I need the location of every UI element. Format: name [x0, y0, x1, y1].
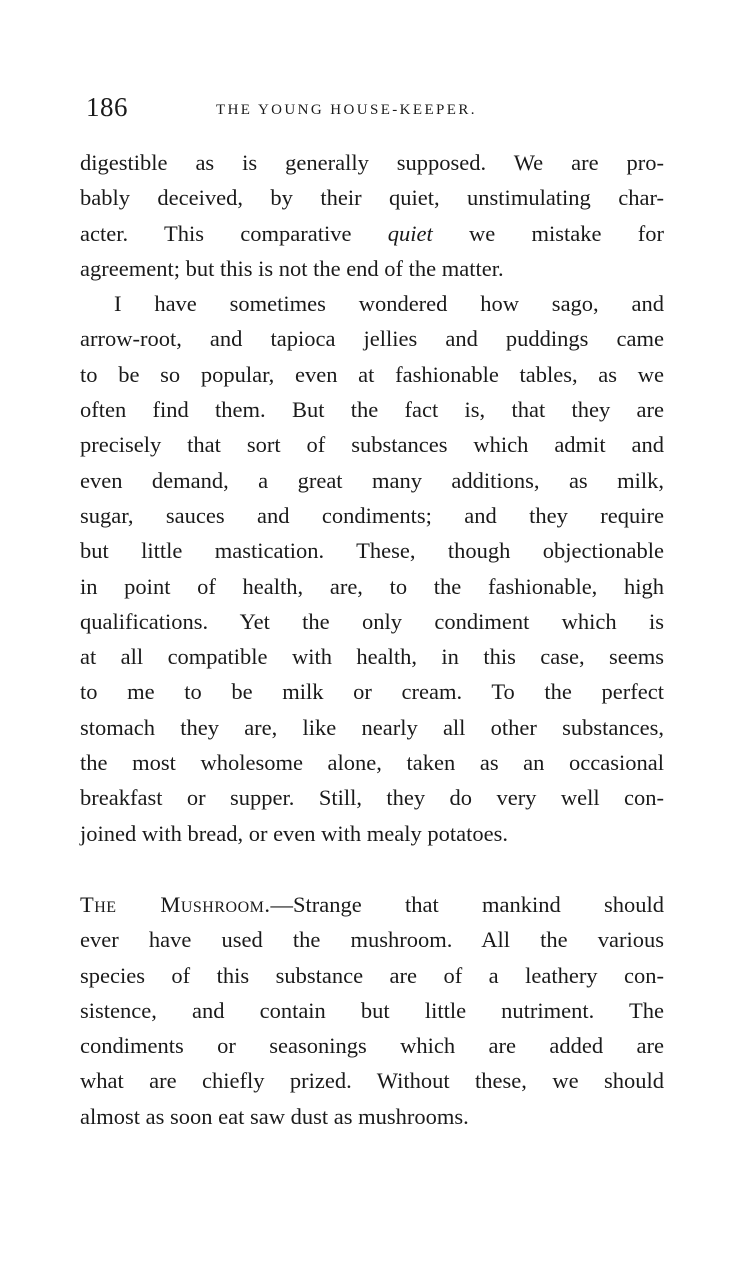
text-line: condiments or seasonings which are added are [80, 1033, 664, 1059]
text-fragment: —Strange that mankind should [270, 891, 664, 917]
text-line: the most wholesome alone, taken as an occasional [80, 750, 664, 776]
section-gap [80, 851, 664, 887]
emphasis-quiet: quiet [387, 220, 433, 246]
text-line: qualifications. Yet the only condiment which is [80, 608, 664, 634]
text-line [80, 216, 664, 251]
text-line: to me to be milk or cream. To the perfect [80, 679, 664, 705]
paragraph-2 [80, 286, 664, 851]
text-line: but little mastication. These, though objectionable [80, 538, 664, 564]
section-heading: The Mushroom. [80, 891, 271, 917]
text-line: to be so popular, even at fashionable tables, as we [80, 361, 664, 387]
page-number: 186 [86, 92, 128, 122]
text-line: stomach they are, like nearly all other substances, [80, 714, 664, 740]
text-line: I have sometimes wondered how sago, and [114, 291, 664, 317]
text-line: ever have used the mushroom. All the various [80, 927, 664, 953]
paragraph-1 [80, 145, 664, 286]
text-line: what are chiefly prized. Without these, we should [80, 1068, 664, 1094]
text-line: at all compatible with health, in this case, seems [80, 644, 664, 670]
text-fragment: acter. This comparative [80, 220, 388, 246]
text-line: breakfast or supper. Still, they do very well con- [80, 785, 664, 811]
text-line: in point of health, are, to the fashionable, high [80, 573, 664, 599]
text-line: even demand, a great many additions, as milk, [80, 467, 664, 493]
text-line: joined with bread, or even with mealy potatoes. [80, 820, 509, 846]
text-line: precisely that sort of substances which admit and [80, 432, 664, 458]
running-head: THE YOUNG HOUSE-KEEPER. [216, 102, 477, 118]
page-header [86, 92, 686, 132]
text-fragment: we mistake for [432, 220, 664, 246]
text-line: sistence, and contain but little nutriment. The [80, 997, 664, 1023]
body-text [80, 145, 664, 1134]
text-line: species of this substance are of a leathery con- [80, 962, 664, 988]
text-line: arrow-root, and tapioca jellies and puddings came [80, 326, 664, 352]
text-line: agreement; but this is not the end of the matter. [80, 255, 504, 281]
text-line: bably deceived, by their quiet, unstimulating char- [80, 185, 664, 211]
text-line: almost as soon eat saw dust as mushrooms. [80, 1103, 469, 1129]
text-line: digestible as is generally supposed. We are pro- [80, 150, 664, 175]
text-line: often find them. But the fact is, that they are [80, 397, 664, 423]
text-line [80, 887, 664, 922]
text-line: sugar, sauces and condiments; and they require [80, 502, 664, 528]
paragraph-3 [80, 887, 664, 1134]
